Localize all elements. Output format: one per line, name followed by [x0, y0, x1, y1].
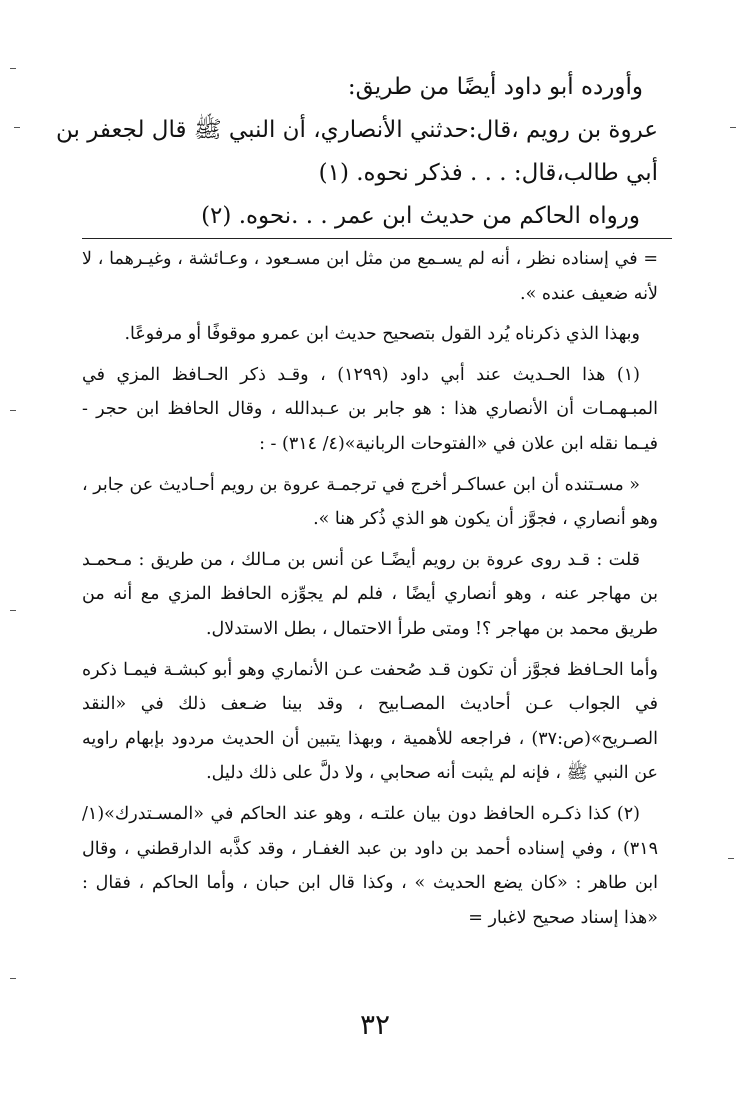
margin-mark [730, 127, 736, 128]
footnote-paragraph: قلت : قـد روى عروة بن رويم أيضًـا عن أنس بن مـالك ، من طريق : مـحمـد بن مهاجر عنه ، وهو أنصاري أيضًا ، فلم لم يجوِّزه الحافظ المزي مع أنه من طريق محمد بن مهاجر ؟! ومتى طرأ الاحتمال ، بطل الاستدلال. [82, 549, 658, 639]
footnotes [82, 242, 658, 935]
footnote-paragraph: وأما الحـافظ فجوَّز أن تكون قـد صُحفت عـن الأنماري وهو أبو كبشـة فيمـا ذكره في الجواب عـن أحاديث المصـابيح ، وقد بينا ضـعف ذلك في «النقد الصـريح»(ص:٣٧) ، فراجعه للأهمية ، وبهذا يتبين أن الحديث مردود بإبهام راويه عن النبي ﷺ ، فإنه لم يثبت أنه صحابي ، ولا دلَّ على ذلك دليل. [82, 659, 658, 784]
margin-mark [14, 127, 20, 128]
main-line: أبي طالب،قال: . . . فذكر نحوه. (١) [318, 160, 658, 186]
footnote-paragraph: (٢) كذا ذكـره الحافظ دون بيان علتـه ، وهو عند الحاكم في «المسـتدرك»(١/ ٣١٩) ، وفي إسناده أحمد بن داود بن عبد الغفـار ، وقد كذَّبه الدارقطني ، وقال ابن طاهر : «كان يضع الحديث » ، وكذا قال ابن حبان ، وأما الحاكم ، فقال : «هذا إسناد صحيح لاغبار = [82, 803, 658, 928]
margin-mark [10, 978, 16, 979]
main-line: ورواه الحاكم من حديث ابن عمر . . .نحوه. (٢) [201, 203, 640, 229]
main-line: عروة بن رويم ،قال:حدثني الأنصاري، أن النبي ﷺ قال لجعفر بن [55, 117, 658, 143]
margin-mark [10, 410, 16, 411]
margin-mark [10, 610, 16, 611]
main-text [55, 66, 658, 238]
footnote-separator [82, 238, 672, 239]
main-line: وأورده أبو داود أيضًا من طريق: [347, 74, 643, 100]
footnote-paragraph: (١) هذا الحـديث عند أبي داود (١٢٩٩) ، وقـد ذكر الحـافظ المزي في المبـهمـات أن الأنصاري هذا : هو جابر بن عـبدالله ، وقال الحافظ ابن حجر - فيـما نقله ابن علان في «الفتوحات الربانية»(٤/ ٣١٤) - : [82, 364, 658, 454]
footnote-paragraph: وبهذا الذي ذكرناه يُرد القول بتصحيح حديث ابن عمرو موقوفًا أو مرفوعًا. [124, 324, 640, 345]
margin-mark [728, 858, 734, 859]
footnote-paragraph: « مسـتنده أن ابن عساكـر أخرج في ترجمـة عروة بن رويم أحـاديث عن جابر ، وهو أنصاري ، فجوَّز أن يكون هو الذي ذُكر هنا ». [82, 474, 658, 530]
footnote-paragraph: = في إسناده نظر ، أنه لم يسـمع من مثل ابن مسـعود ، وعـائشة ، وغيـرهما ، لا لأنه ضعيف عنده ». [82, 249, 658, 304]
margin-mark [10, 68, 16, 69]
page-number: ٣٢ [359, 1008, 391, 1041]
